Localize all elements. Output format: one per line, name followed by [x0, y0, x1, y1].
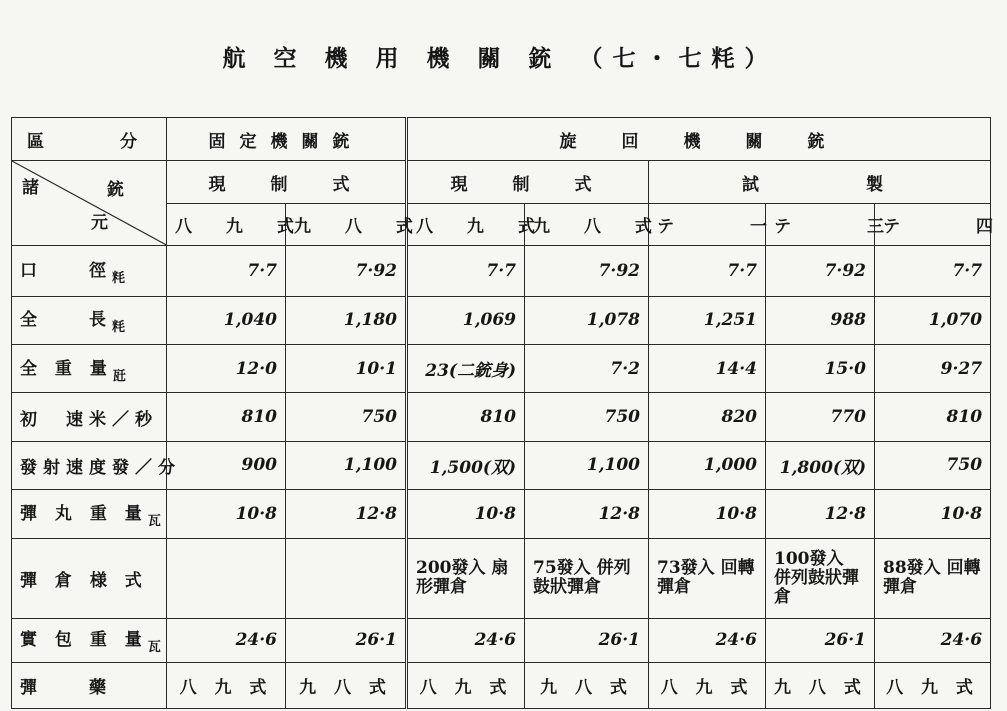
row-label-text: 彈 倉 様 式 — [20, 570, 148, 591]
table-cell: 750 — [525, 393, 649, 441]
table-cell: 12·0 — [167, 344, 286, 392]
table-cell: 200發入 扇形彈倉 — [407, 538, 525, 619]
row-label-text: 彈 藥 — [20, 677, 112, 698]
table-row — [12, 344, 991, 392]
table-cell: 26·1 — [286, 619, 407, 662]
table-cell: 九 八 式 — [766, 662, 875, 708]
row-label — [12, 441, 181, 489]
row-unit: 粍 — [112, 320, 126, 336]
row-label — [12, 344, 167, 392]
spec-table — [11, 117, 1007, 709]
diag-label-top-left: 諸 — [22, 178, 53, 199]
table-cell: 7·7 — [407, 246, 525, 296]
table-cell: 八 九 式 — [407, 662, 525, 708]
table-cell: 九 八 式 — [525, 662, 649, 708]
table-cell: 9·27 — [875, 344, 991, 392]
table-cell: 7·7 — [875, 246, 991, 296]
table-cell: 75發入 併列鼓狀彈倉 — [525, 538, 649, 619]
table-cell: 26·1 — [766, 619, 875, 662]
table-cell: 九 八 式 — [286, 662, 407, 708]
table-cell: 7·2 — [525, 344, 649, 392]
table-cell: 1,070 — [875, 296, 991, 344]
table-cell: 1,100 — [525, 441, 649, 489]
table-cell: 23(二銃身) — [407, 344, 525, 392]
table-cell: 820 — [649, 393, 766, 441]
table-cell: 7·7 — [167, 246, 286, 296]
table-row — [12, 662, 991, 708]
table-cell: 24·6 — [649, 619, 766, 662]
table-cell: 10·8 — [649, 490, 766, 538]
table-cell: 1,251 — [649, 296, 766, 344]
page-title: 航 空 機 用 機 關 銃 （七・七粍） — [222, 45, 778, 72]
trial-label: 試 製 — [649, 161, 991, 203]
table-cell — [167, 538, 286, 619]
model-cell: 九 八 式 — [286, 203, 407, 245]
row-label — [12, 538, 167, 619]
flexible-mg-group: 旋 回 機 關 銃 — [407, 118, 991, 161]
row-unit: 粍 — [112, 270, 126, 286]
diag-label-bottom: 元 — [91, 213, 122, 234]
table-cell: 1,800(双) — [766, 441, 875, 489]
row-label-text: 全 重 量 — [20, 358, 113, 379]
table-cell: 14·4 — [649, 344, 766, 392]
row-label — [12, 662, 167, 708]
model-cell: 八 九 式 — [167, 203, 286, 245]
table-cell: 1,000 — [649, 441, 766, 489]
table-header-row — [12, 161, 991, 203]
table-cell: 7·7 — [649, 246, 766, 296]
table-cell: 1,040 — [167, 296, 286, 344]
model-cell: テ 一 — [649, 203, 766, 245]
table-cell: 12·8 — [766, 490, 875, 538]
flexible-current-label: 現 制 式 — [407, 161, 649, 203]
row-label — [12, 296, 167, 344]
table-cell: 10·8 — [407, 490, 525, 538]
table-cell: 1,078 — [525, 296, 649, 344]
table-cell: 810 — [167, 393, 286, 441]
table-cell: 7·92 — [525, 246, 649, 296]
table-cell: 24·6 — [875, 619, 991, 662]
table-cell: 988 — [766, 296, 875, 344]
row-label-text: 彈 丸 重 量 — [20, 503, 148, 524]
table-cell: 八 九 式 — [875, 662, 991, 708]
table-cell: 10·8 — [167, 490, 286, 538]
model-cell: テ 三 — [766, 203, 875, 245]
row-label-text: 全 長 — [20, 310, 112, 331]
row-label — [12, 246, 167, 296]
row-unit: 瓦 — [147, 640, 161, 656]
row-unit: 瓩 — [112, 368, 126, 384]
row-label-text: 口 徑 — [20, 260, 112, 281]
table-cell: 1,180 — [286, 296, 407, 344]
table-cell: 88發入 回轉彈倉 — [875, 538, 991, 619]
row-label-text: 發射速度發／分 — [20, 457, 181, 478]
table-row — [12, 393, 991, 441]
table-row — [12, 538, 991, 619]
row-label — [12, 490, 167, 538]
table-cell: 八 九 式 — [167, 662, 286, 708]
table-cell: 24·6 — [167, 619, 286, 662]
table-cell: 10·1 — [286, 344, 407, 392]
table-cell: 810 — [407, 393, 525, 441]
category-label: 區 分 — [12, 118, 167, 161]
table-cell: 900 — [167, 441, 286, 489]
table-row — [12, 619, 991, 662]
row-label — [12, 393, 167, 441]
table-row — [12, 441, 991, 489]
row-label — [12, 619, 167, 662]
fixed-mg-group: 固定機關銃 — [167, 118, 407, 161]
table-cell: 12·8 — [286, 490, 407, 538]
table-cell: 1,500(双) — [407, 441, 525, 489]
table-cell — [286, 538, 407, 619]
table-cell: 73發入 回轉彈倉 — [649, 538, 766, 619]
table-cell: 26·1 — [525, 619, 649, 662]
table-cell: 24·6 — [407, 619, 525, 662]
row-unit: 瓦 — [147, 513, 161, 529]
table-cell: 7·92 — [766, 246, 875, 296]
model-cell: テ 四 — [875, 203, 991, 245]
table-cell: 770 — [766, 393, 875, 441]
table-row — [12, 246, 991, 296]
table-cell: 八 九 式 — [649, 662, 766, 708]
table-header-row — [12, 118, 991, 161]
row-label-text: 初 速米／秒 — [20, 409, 158, 430]
table-row — [12, 490, 991, 538]
diagonal-header-cell — [12, 161, 167, 246]
table-cell: 100發入 併列鼓狀彈倉 — [766, 538, 875, 619]
table-row — [12, 296, 991, 344]
fixed-current-label: 現 制 式 — [167, 161, 407, 203]
table-cell: 12·8 — [525, 490, 649, 538]
model-cell: 八 九 式 — [407, 203, 525, 245]
row-label-text: 實 包 重 量 — [20, 630, 148, 651]
model-cell: 九 八 式 — [525, 203, 649, 245]
table-cell: 1,100 — [286, 441, 407, 489]
table-body — [12, 246, 991, 709]
table-cell: 810 — [875, 393, 991, 441]
table-cell: 15·0 — [766, 344, 875, 392]
table-cell: 10·8 — [875, 490, 991, 538]
diag-label-top-right: 銃 — [107, 180, 138, 201]
table-cell: 7·92 — [286, 246, 407, 296]
table-cell: 750 — [286, 393, 407, 441]
table-cell: 750 — [875, 441, 991, 489]
table-cell: 1,069 — [407, 296, 525, 344]
